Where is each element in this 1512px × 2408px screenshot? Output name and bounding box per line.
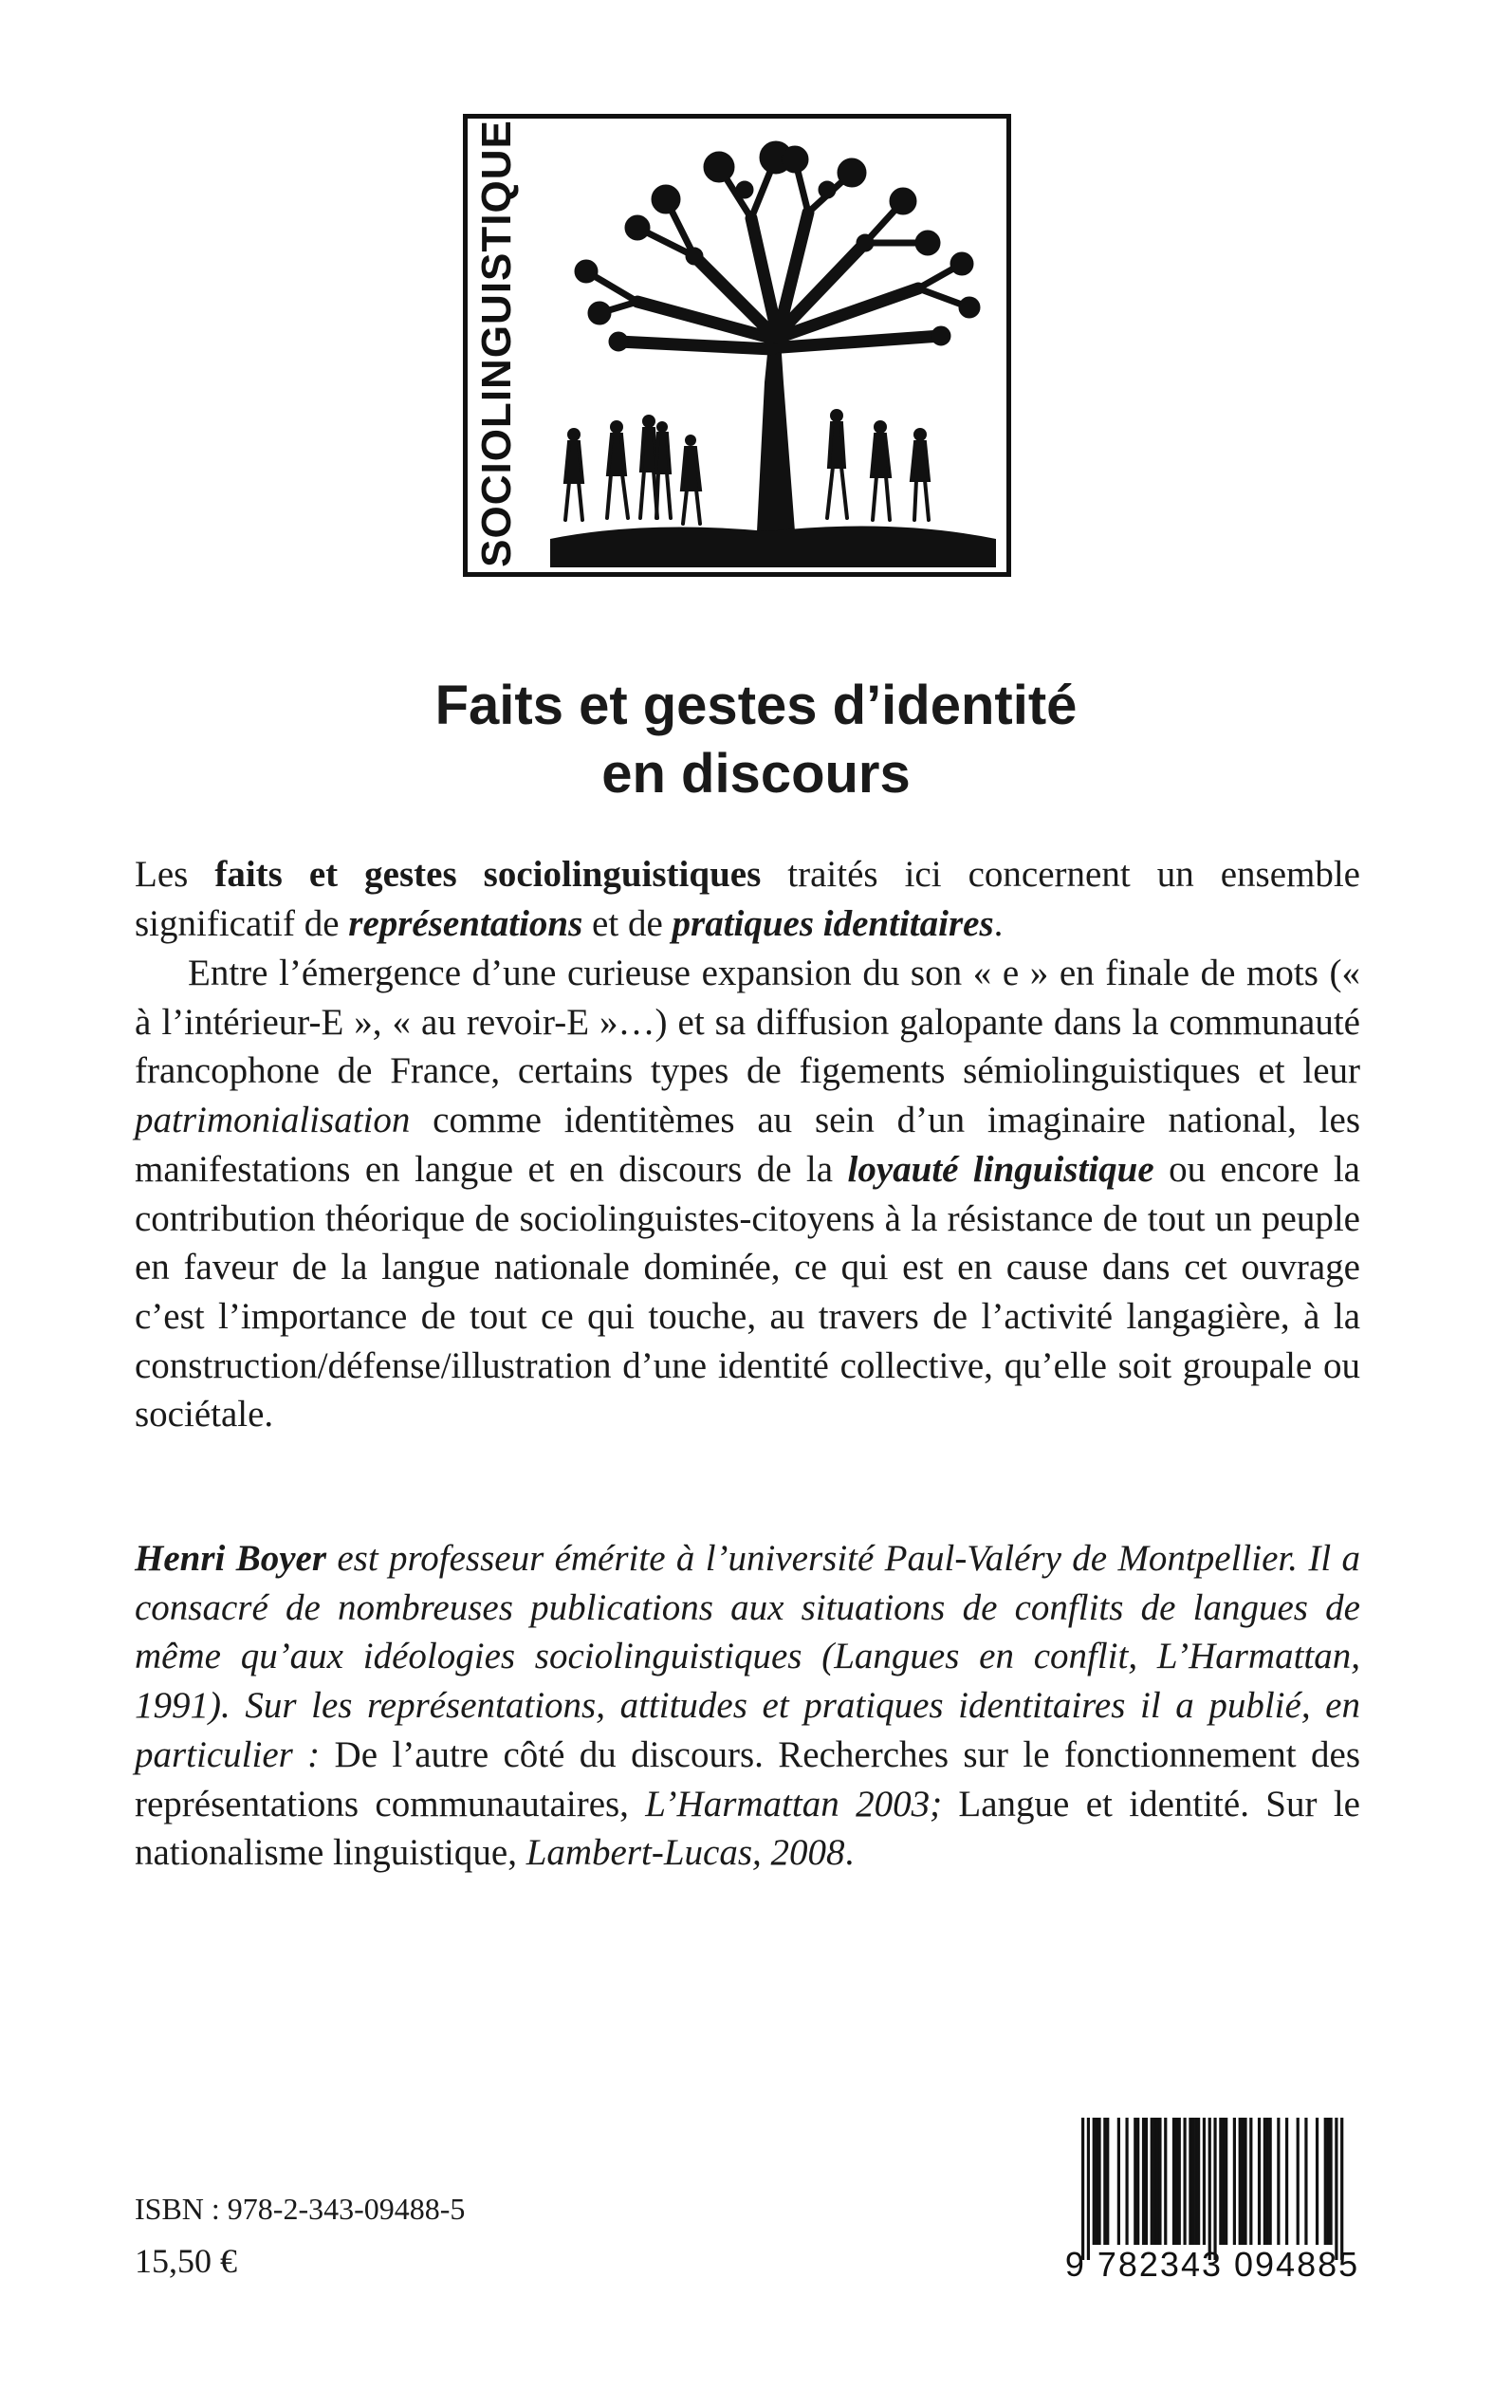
barcode-bar (1266, 2118, 1269, 2245)
text-run: . (993, 902, 1004, 944)
barcode-bar (1103, 2118, 1106, 2245)
barcode-bar (1324, 2118, 1327, 2245)
barcode-bar (1175, 2118, 1178, 2245)
barcode-bar (1189, 2118, 1191, 2245)
barcode-bar (1172, 2118, 1175, 2245)
barcode-bar (1258, 2118, 1261, 2245)
summary-paragraph-1 (135, 850, 1360, 948)
barcode-bar (1327, 2118, 1330, 2245)
barcode-bar (1239, 2118, 1242, 2245)
text-run: ou encore la contribution théorique de sociolinguistes-citoyens à la résistance de tout un peuple en faveur de la langue nationale dominée, ce qui est en cause dans cet ouvrage c’est l’importance de tout ce qui touche, au travers de l’activité langagière, à la construction/défense/illustration d’une identité collective, qu’elle soit groupale ou sociétale. (135, 1148, 1360, 1436)
book-title-line-1: Faits et gestes d’identité (434, 675, 1078, 736)
text-run: loyauté linguistique (847, 1148, 1154, 1190)
barcode-bar (1197, 2118, 1200, 2245)
barcode-bar (1244, 2118, 1246, 2245)
barcode-bar (1096, 2118, 1098, 2245)
barcode-bar (1285, 2118, 1288, 2245)
barcode-bar (1142, 2118, 1145, 2245)
barcode-bar (1297, 2118, 1300, 2245)
book-title-line-2: en discours (601, 743, 911, 805)
summary-paragraph-2 (135, 949, 1360, 1439)
barcode-bar (1153, 2118, 1156, 2245)
author-bio (135, 1534, 1360, 1878)
text-run: est professeur émérite à l’université Paul-Valéry de Montpellier. Il a consacré de nombreuses publications aux situations de conflits de langues de même qu’aux idéologies sociolinguistiques (Langues en conflit, L’Harmattan, 1991). Sur les représentations, attitudes et pratiques identitaires il a publié, en particulier : (135, 1538, 1361, 1775)
book-title (190, 672, 1322, 808)
text-run: L’Harmattan 2003; (645, 1783, 943, 1825)
barcode-number: 9 782343 094885 (1064, 2245, 1360, 2284)
barcode-bar (1106, 2118, 1109, 2245)
barcode-bar (1208, 2118, 1211, 2260)
text-run: Henri Boyer (135, 1538, 327, 1579)
barcode-bar (1117, 2118, 1120, 2245)
text-run: . (844, 1832, 855, 1874)
barcode-bar (1151, 2118, 1153, 2245)
text-run: pratiques identitaires (672, 902, 994, 944)
barcode-bar (1134, 2118, 1136, 2245)
barcode-bar (1191, 2118, 1194, 2245)
barcode-bar (1183, 2118, 1186, 2245)
text-run: De l’autre côté du discours. Recherches sur le fonctionnement des représentations communautaires, (135, 1733, 1360, 1825)
barcode-bar (1093, 2118, 1096, 2245)
text-run: Entre l’émergence d’une curieuse expansion du son « e » en finale de mots (« à l’intérieur-E », « au revoir-E »…) et sa diffusion galopante dans la communauté francophone de France, certains types de figements sémiolinguistiques et leur (135, 953, 1360, 1092)
text-run: patrimonialisation (135, 1100, 411, 1141)
barcode-bar (1136, 2118, 1139, 2245)
barcode-bar (1340, 2118, 1343, 2260)
barcode-bar (1155, 2118, 1158, 2245)
text-run: représentations (348, 902, 583, 944)
barcode-bar (1277, 2118, 1280, 2245)
barcode-bar (1219, 2118, 1222, 2245)
barcode-bar (1304, 2118, 1307, 2245)
barcode-bar (1194, 2118, 1197, 2245)
barcode-bar (1164, 2118, 1167, 2245)
text-run: Langue et identité. Sur le nationalisme linguistique, (135, 1783, 1360, 1874)
barcode-bar (1269, 2118, 1272, 2245)
barcode-bar (1145, 2118, 1148, 2245)
barcode-bar (1249, 2118, 1252, 2245)
text-run: traités ici concernent un ensemble significatif de (135, 854, 1360, 944)
tree-illustration-icon (531, 121, 1005, 573)
text-run: Les (135, 854, 215, 895)
barcode-bar (1203, 2118, 1206, 2245)
barcode-bar (1335, 2118, 1337, 2260)
barcode-bar (1329, 2118, 1332, 2245)
barcode-bar (1178, 2118, 1181, 2245)
barcode-bar (1225, 2118, 1227, 2245)
barcode-bar (1081, 2118, 1084, 2260)
barcode-bar (1158, 2118, 1161, 2245)
text-run: et de (582, 902, 673, 944)
barcode-bar (1242, 2118, 1245, 2245)
barcode-bar (1263, 2118, 1266, 2245)
barcode-bar (1233, 2118, 1236, 2245)
price-text: 15,50 € (135, 2242, 237, 2280)
barcode-bar (1213, 2118, 1216, 2260)
barcode-bar (1125, 2118, 1128, 2245)
text-run: Lambert-Lucas, 2008 (526, 1832, 845, 1874)
isbn-text: ISBN : 978-2-343-09488-5 (135, 2192, 466, 2226)
barcode-bar (1222, 2118, 1225, 2245)
text-run: comme identitèmes au sein d’un imaginaire national, les manifestations en langue et en discours de la (135, 1100, 1360, 1190)
series-label: SOCIOLINGUISTIQUE (473, 120, 520, 567)
barcode-bar (1316, 2118, 1318, 2245)
text-run: faits et gestes sociolinguistiques (214, 854, 762, 895)
barcode-bar (1087, 2118, 1090, 2260)
barcode-bar (1097, 2118, 1100, 2245)
